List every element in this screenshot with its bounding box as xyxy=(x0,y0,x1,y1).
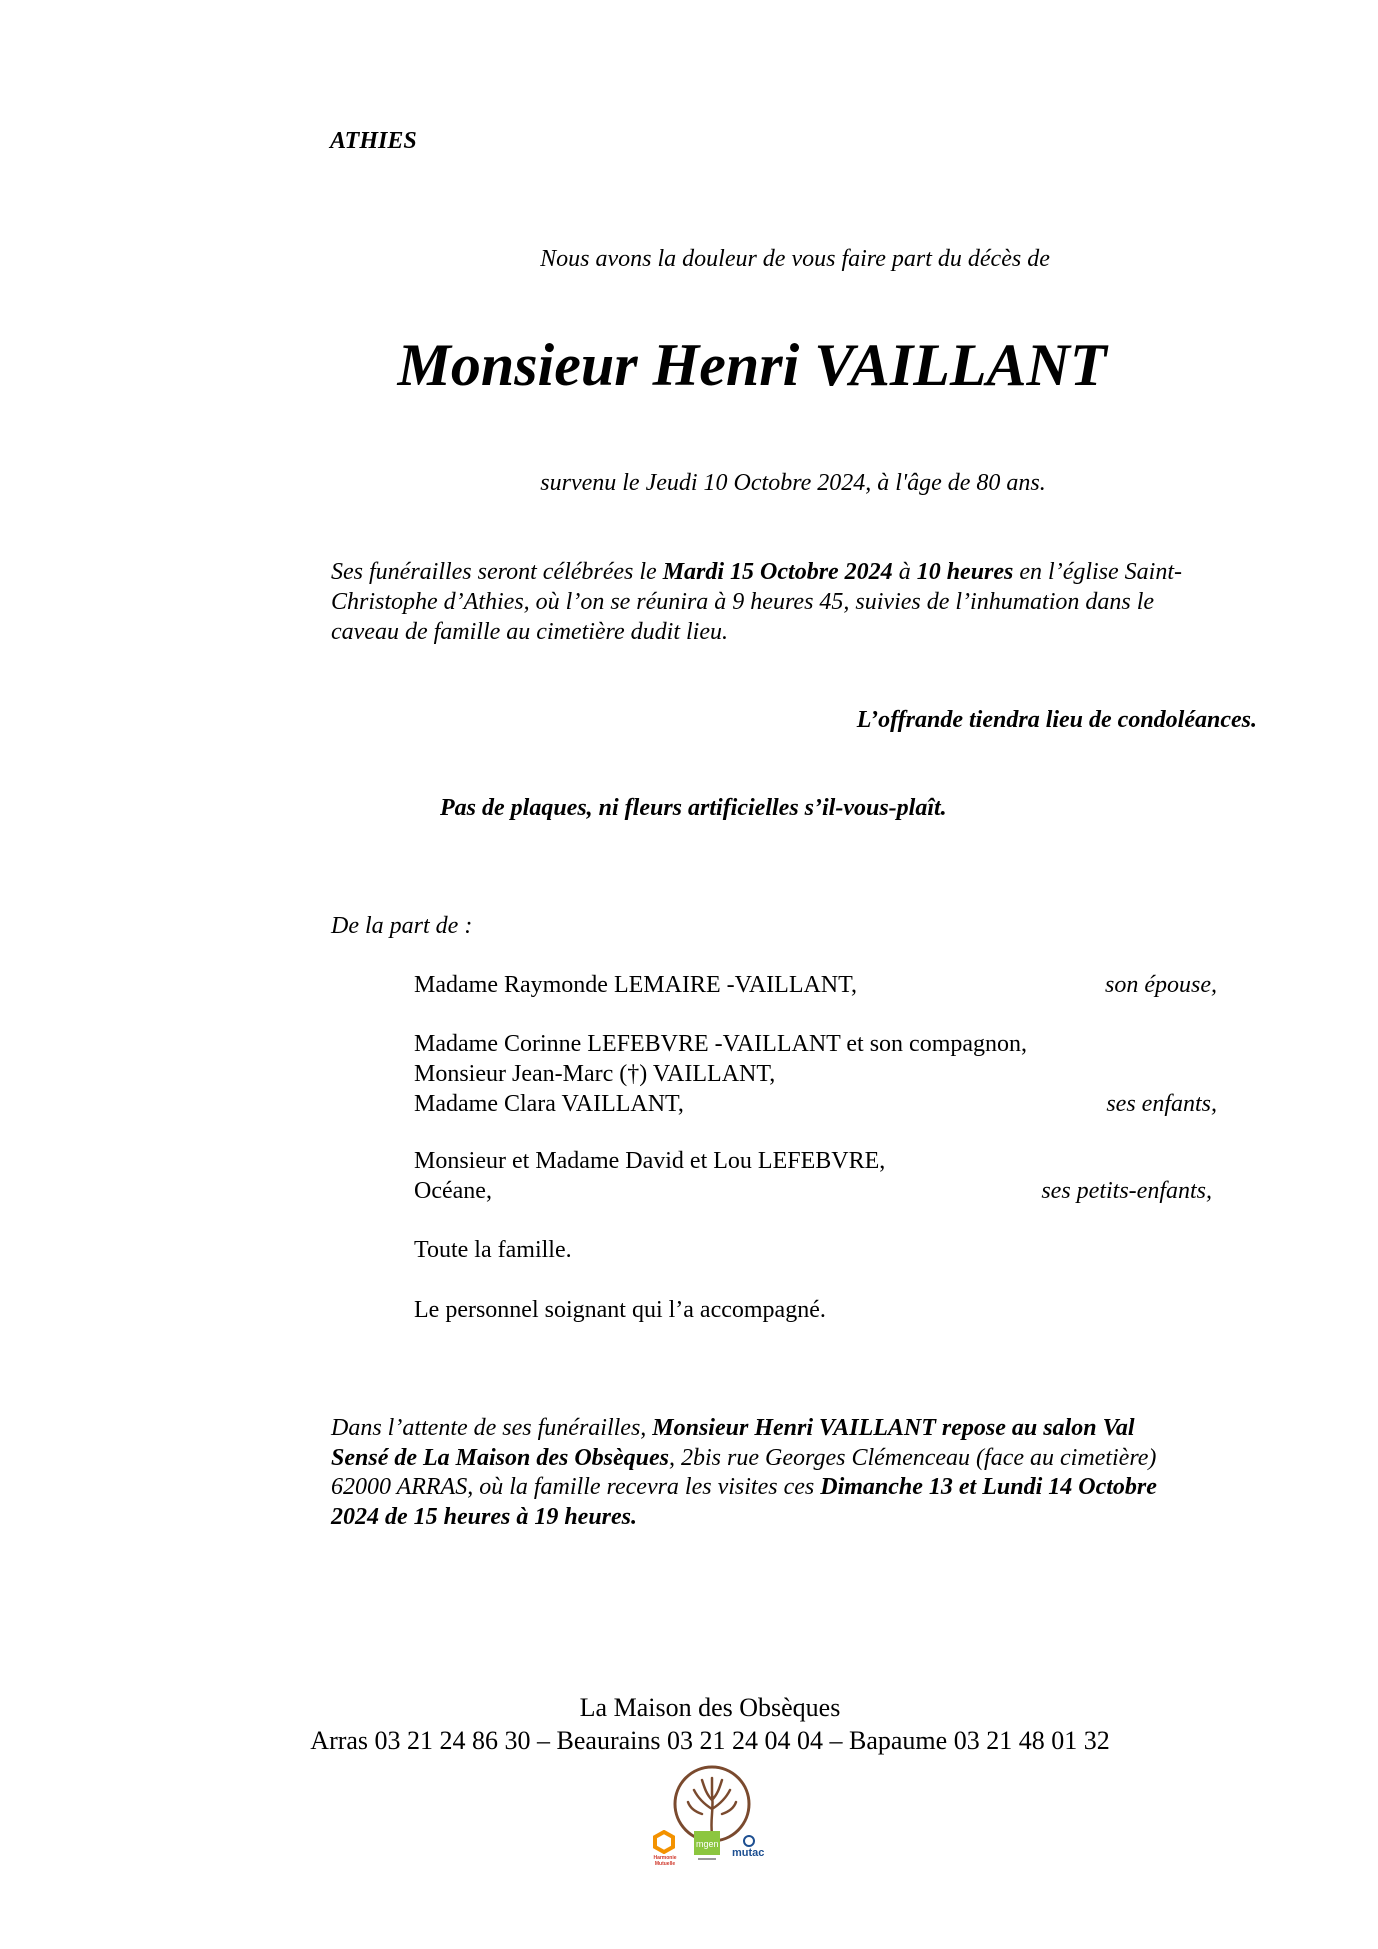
funeral-time: 10 heures xyxy=(916,559,1014,585)
offering-note: L’offrande tiendra lieu de condoléances. xyxy=(856,707,1257,733)
child: Monsieur Jean-Marc (†) VAILLANT, xyxy=(414,1061,776,1087)
care-staff: Le personnel soignant qui l’a accompagné. xyxy=(414,1297,826,1323)
from-label: De la part de : xyxy=(331,913,473,939)
spouse: Madame Raymonde LEMAIRE -VAILLANT, xyxy=(414,972,858,998)
text: 62000 ARRAS, où la famille recevra les visites ces xyxy=(331,1474,821,1500)
mgen-logo xyxy=(693,1830,721,1862)
text: Ses funérailles seront célébrées le xyxy=(331,559,663,585)
footer-phones: Arras 03 21 24 86 30 – Beaurains 03 21 24 04 04 – Bapaume 03 21 48 01 32 xyxy=(310,1726,1110,1755)
mgen-label: mgen xyxy=(696,1839,719,1849)
funeral-line-3: caveau de famille au cimetière dudit lieu. xyxy=(331,619,728,645)
footer-company: La Maison des Obsèques xyxy=(579,1693,841,1722)
all-family: Toute la famille. xyxy=(414,1237,572,1263)
grandchild: Monsieur et Madame David et Lou LEFEBVRE, xyxy=(414,1148,886,1174)
intro-text: Nous avons la douleur de vous faire part du décès de xyxy=(540,246,1050,272)
spouse-relation: son épouse, xyxy=(1105,972,1217,998)
text: en l’église Saint- xyxy=(1013,559,1182,585)
grandchild: Océane, xyxy=(414,1178,492,1204)
harmonie-mutuelle-logo xyxy=(650,1830,678,1854)
death-info: survenu le Jeudi 10 Octobre 2024, à l'âge de 80 ans. xyxy=(540,470,1046,496)
children-relation: ses enfants, xyxy=(1106,1091,1217,1117)
visitation-line-1 xyxy=(331,1413,1135,1443)
mutac-label: mutac xyxy=(732,1847,765,1859)
text: Monsieur Henri VAILLANT repose au salon Val xyxy=(652,1415,1135,1441)
visitation-line-3 xyxy=(331,1472,1157,1502)
harmonie-mutuelle-label: Harmonie Mutuelle xyxy=(653,1855,677,1867)
location: ATHIES xyxy=(330,128,417,154)
child: Madame Corinne LEFEBVRE -VAILLANT et son compagnon, xyxy=(414,1031,1028,1057)
text: Sensé de La Maison des Obsèques xyxy=(331,1445,670,1471)
deceased-name: Monsieur Henri VAILLANT xyxy=(397,332,1107,398)
visitation-line-4: 2024 de 15 heures à 19 heures. xyxy=(331,1504,638,1530)
funeral-line-2: Christophe d’Athies, où l’on se réunira à 9 heures 45, suivies de l’inhumation dans le xyxy=(331,589,1155,615)
funeral-date: Mardi 15 Octobre 2024 xyxy=(662,559,893,585)
grandchildren-relation: ses petits-enfants, xyxy=(1041,1178,1212,1204)
no-plaques-note: Pas de plaques, ni fleurs artificielles s’il-vous-plaît. xyxy=(440,795,947,821)
visitation-line-2 xyxy=(331,1443,1156,1473)
text: à xyxy=(892,559,917,585)
text: , 2bis rue Georges Clémenceau (face au cimetière) xyxy=(669,1445,1157,1471)
child: Madame Clara VAILLANT, xyxy=(414,1091,684,1117)
text: Dimanche 13 et Lundi 14 Octobre xyxy=(820,1474,1157,1500)
mutac-logo xyxy=(730,1834,768,1860)
text: Dans l’attente de ses funérailles, xyxy=(331,1415,653,1441)
funeral-line-1 xyxy=(331,557,1182,587)
